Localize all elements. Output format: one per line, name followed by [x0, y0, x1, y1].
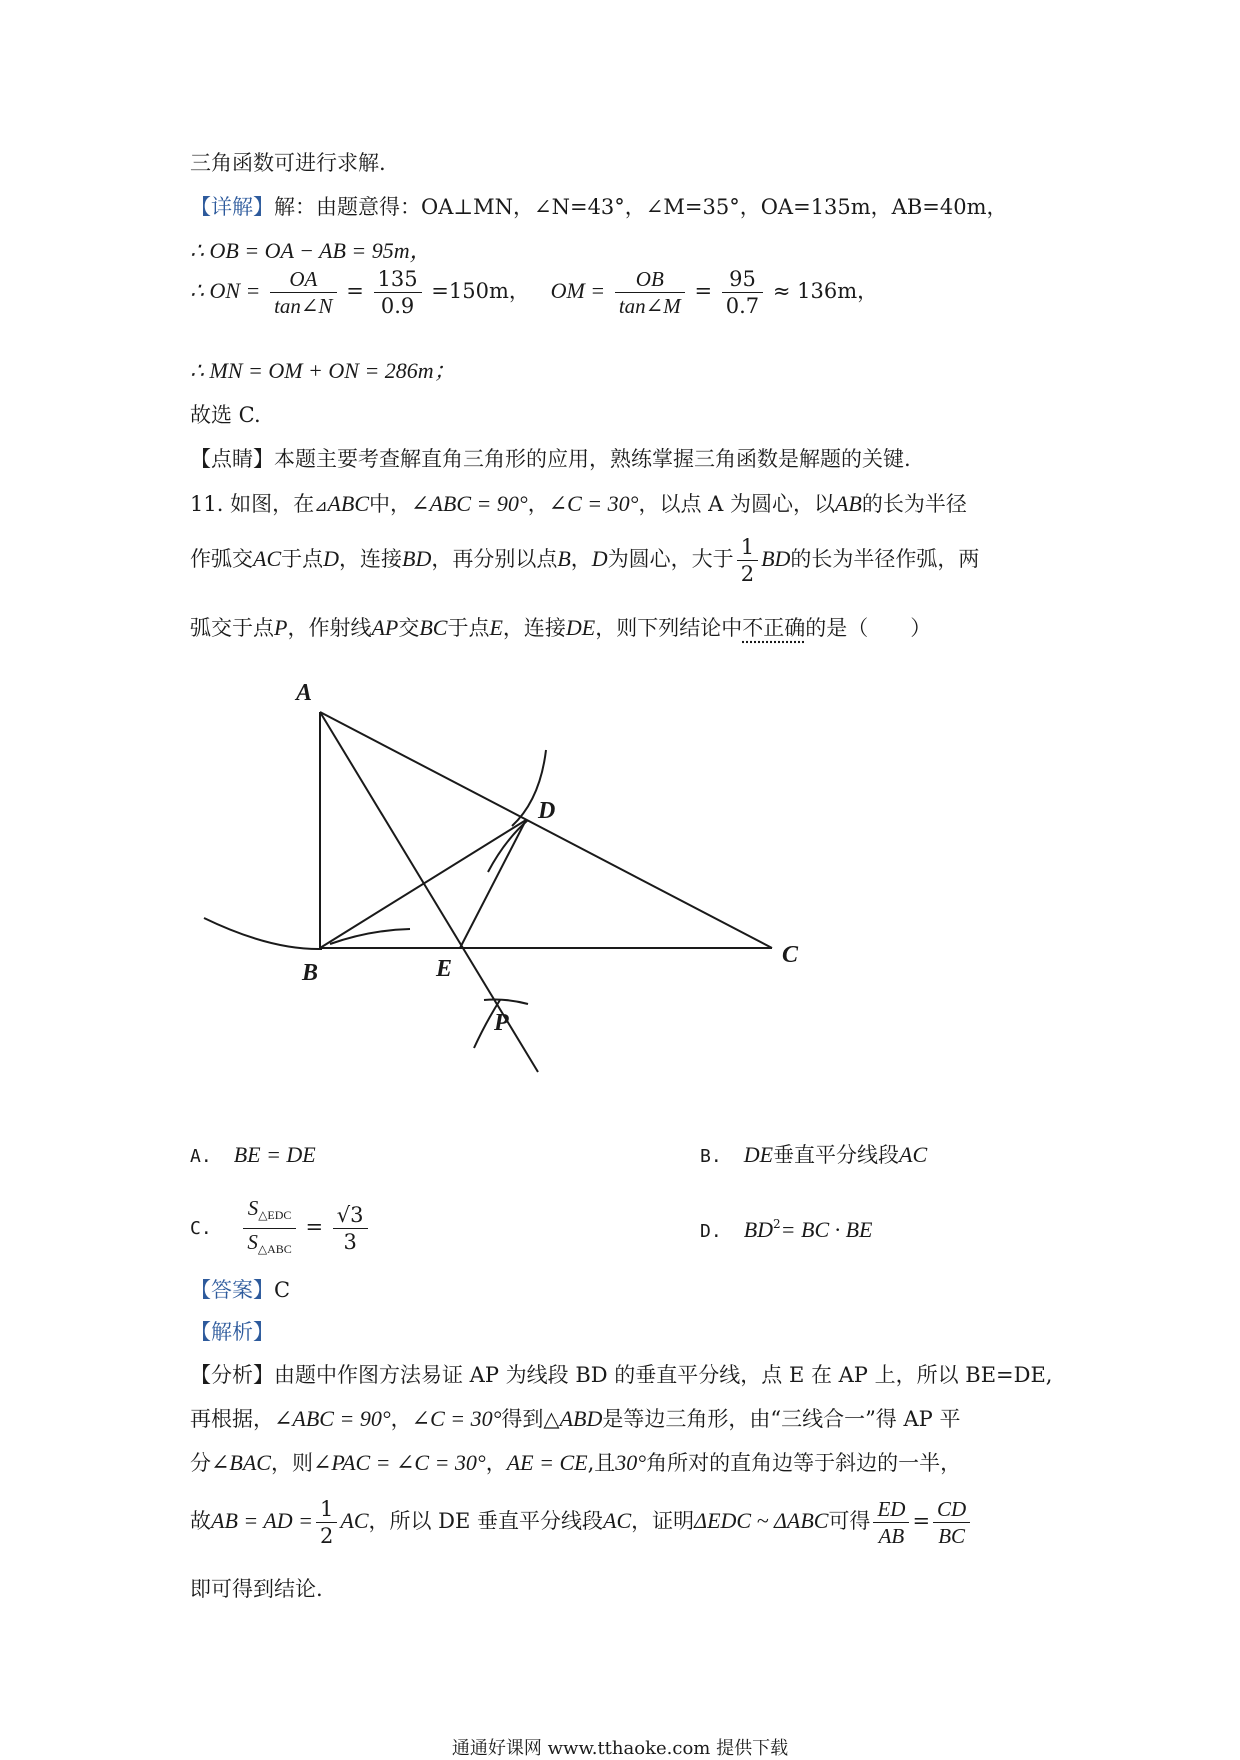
label-e: E: [436, 956, 453, 982]
fraction: $\frac{ED}{AB}$: [873, 1496, 909, 1549]
option-b: B. DE垂直平分线段AC: [700, 1142, 928, 1167]
fraction: $\frac{S_{\triangle EDC}}{S_{\triangle ABC}}$: [243, 1195, 295, 1262]
triangle-symbol: ⊿: [314, 496, 328, 515]
label-p: P: [494, 1010, 509, 1036]
answer-line: 【答案】C: [190, 1278, 291, 1302]
question-11-line-1: 11. 如图，在⊿ABC中，∠ABC = 90°，∠C = 30°，以点 A 为圆心，以AB的长为半径: [190, 491, 967, 516]
emphasis-not-correct: 不正确: [742, 616, 806, 640]
analysis-tag: 【解析】: [190, 1320, 274, 1344]
analysis-line-5: 即可得到结论.: [190, 1577, 323, 1601]
fraction: $\frac{135}{0.9}$: [374, 266, 422, 319]
label-c: C: [782, 942, 799, 968]
fraction: $\frac{CD}{BC}$: [933, 1496, 970, 1549]
on-om-equation: ∴ ON = $\frac{OA}{\tan\angle N}$ = $\frac{135}{0.9}$ =150m， OM = $\frac{OB}{\tan\angle M}$ = $\frac{95}{0.7}$ ≈ 136m，: [190, 267, 879, 318]
option-c: C. $\frac{S_{\triangle EDC}}{S_{\triangle ABC}}$ = $\frac{√3}{3}$: [190, 1195, 371, 1262]
choose-line: 故选 C.: [190, 403, 261, 427]
detail-line: 【详解】解：由题意得：OA⊥MN，∠N=43°，∠M=35°，OA=135m，AB=40m，: [190, 195, 1008, 219]
fraction: $\frac{√3}{3}$: [333, 1202, 368, 1255]
segment-de: [460, 820, 526, 948]
fraction: $\frac{1}{2}$: [316, 1496, 337, 1549]
label-d: D: [538, 798, 556, 824]
analysis-line-1: 【分析】由题中作图方法易证 AP 为线段 BD 的垂直平分线，点 E 在 AP 上，所以 BE=DE,: [190, 1363, 1053, 1387]
option-d: D. $BD^2=$ BC · BE: [700, 1217, 873, 1242]
label-a: A: [296, 680, 313, 706]
question-11-line-3: 弧交于点P，作射线AP交BC于点E，连接DE，则下列结论中不正确的是（ ）: [190, 615, 932, 640]
fraction: $\frac{95}{0.7}$: [722, 266, 763, 319]
mn-equation: ∴ MN = OM + ON = 286m；: [190, 358, 456, 383]
fraction: $\frac{OB}{\tan\angle M}$: [615, 266, 685, 319]
arc-near-p-2: [484, 1000, 528, 1005]
equilateral-symbol: △: [543, 1407, 560, 1431]
analysis-line-2: 再根据，∠ABC = 90°，∠C = 30°得到△ABD是等边三角形，由“三线合一”得 AP 平: [190, 1406, 961, 1431]
segment-ac: [320, 712, 772, 948]
label-b: B: [302, 960, 319, 986]
page-footer: 通通好课网 www.tthaoke.com 提供下载: [451, 1738, 789, 1759]
fraction: $\frac{1}{2}$: [737, 534, 758, 587]
arc-center-a: [204, 918, 322, 949]
ob-equation: ∴ OB = OA − AB = 95m，: [190, 238, 432, 263]
fraction: $\frac{OA}{\tan\angle N}$: [270, 266, 336, 319]
question-11-line-2: 作弧交AC于点D，连接BD，再分别以点B，D为圆心，大于 $\frac{1}{2}$ BD的长为半径作弧，两: [190, 535, 980, 586]
analysis-line-3: 分∠BAC，则∠PAC = ∠C = 30°，AE = CE,且30°角所对的直角边等于斜边的一半，: [190, 1450, 962, 1475]
option-a: A. BE = DE: [190, 1142, 316, 1167]
analysis-line-4: 故AB = AD = $\frac{1}{2}$ AC，所以 DE 垂直平分线段AC，证明ΔEDC ~ ΔABC可得 $\frac{ED}{AB}$ = $\frac{CD}{BC}$: [190, 1496, 973, 1549]
arc-near-b: [330, 929, 410, 944]
tip-line: 【点睛】本题主要考查解直角三角形的应用，熟练掌握三角函数是解题的关键.: [190, 447, 911, 471]
text-line: 三角函数可进行求解.: [190, 151, 386, 175]
detail-tag: 【详解】: [190, 195, 274, 219]
